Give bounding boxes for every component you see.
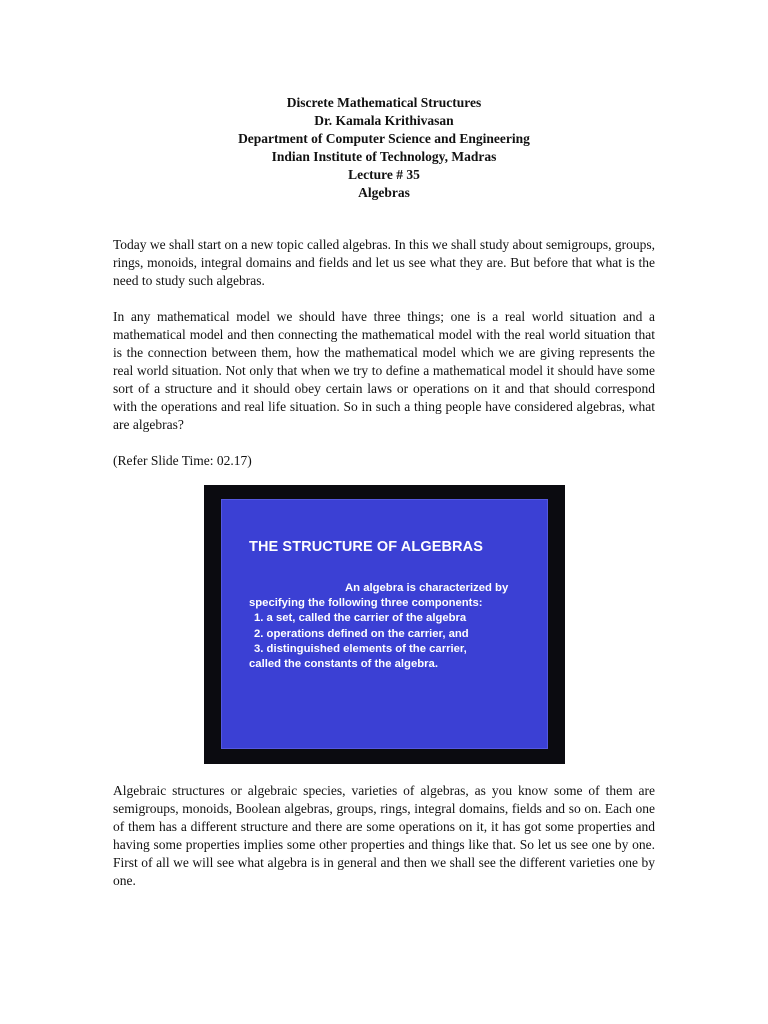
slide-title: THE STRUCTURE OF ALGEBRAS xyxy=(249,539,483,555)
slide-reference: (Refer Slide Time: 02.17) xyxy=(113,453,252,468)
intro-paragraph: Today we shall start on a new topic called algebras. In this we shall study about semigroups, groups, rings, monoids, integral domains and fields and let us see what they are. But before that what is the need to study such algebras. xyxy=(113,237,655,288)
slide-panel xyxy=(221,499,548,749)
structures-paragraph: Algebraic structures or algebraic species, varieties of algebras, as you know some of them are semigroups, monoids, Boolean algebras, groups, rings, integral domains, fields and so on. Each one of them has a different structure and there are some operations on it, it has got some properties and having some properties implies some other properties and things like that. So let us see one by one. First of all we will see what algebra is in general and then we shall see the different varieties one by one. xyxy=(113,783,655,888)
lecture-topic: Algebras xyxy=(358,185,410,200)
slide-body xyxy=(249,581,544,672)
slide-image xyxy=(204,485,565,764)
slide-line: specifying the following three components: xyxy=(249,597,483,610)
department-name: Department of Computer Science and Engineering xyxy=(238,131,530,146)
slide-list-item: 3. distinguished elements of the carrier, xyxy=(254,642,467,655)
lecture-number: Lecture # 35 xyxy=(348,167,420,182)
course-title: Discrete Mathematical Structures xyxy=(286,95,482,110)
slide-line: called the constants of the algebra. xyxy=(249,658,438,671)
instructor-name: Dr. Kamala Krithivasan xyxy=(314,113,454,128)
slide-list-item: 2. operations defined on the carrier, and xyxy=(254,627,469,640)
slide-list-item: 1. a set, called the carrier of the algebra xyxy=(254,612,467,625)
document-header xyxy=(113,94,655,202)
slide-line: An algebra is characterized by xyxy=(345,582,509,594)
model-paragraph: In any mathematical model we should have three things; one is a real world situation and a mathematical model and then connecting the mathematical model with the real world situation that is the connection between them, how the mathematical model which we are giving represents the real world situation. Not only that when we try to define a mathematical model it should have some sort of a structure and it should obey certain laws or operations on it and that should correspond with the operations and real life situation. So in such a thing people have considered algebras, what are algebras? xyxy=(113,309,655,432)
institute-name: Indian Institute of Technology, Madras xyxy=(271,149,497,164)
